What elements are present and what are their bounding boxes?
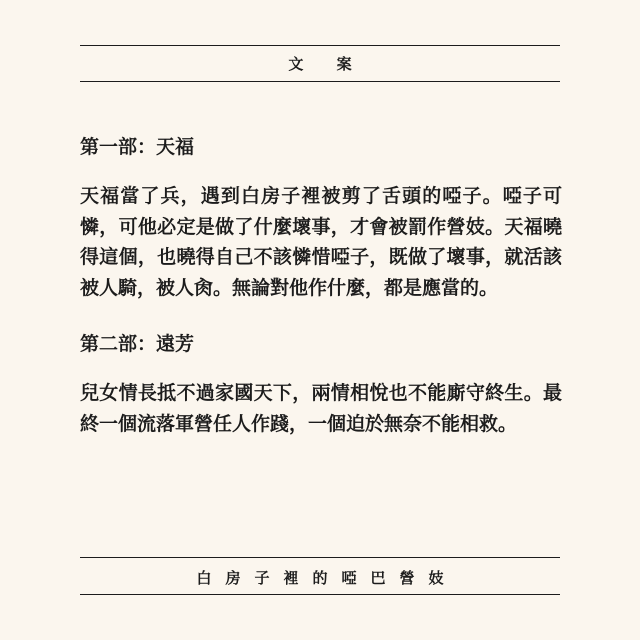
- header-top-rule: [80, 45, 560, 46]
- part1-paragraph: 天福當了兵，遇到白房子裡被剪了舌頭的啞子。啞子可憐，可他必定是做了什麼壞事，才會被罰作營妓。天福曉得這個，也曉得自己不該憐惜啞子，既做了壞事，就活該被人騎，被人肏。無論對他作什麼，都是應當的。: [80, 185, 562, 299]
- footer-top-rule: [80, 557, 560, 558]
- main-content: [80, 132, 562, 439]
- header-title: 文 案: [288, 55, 366, 73]
- part2-paragraph: 兒女情長抵不過家國天下，兩情相悅也不能廝守終生。最終一個流落軍營任人作踐，一個迫於無奈不能相救。: [80, 382, 562, 435]
- footer-title: 白房子裡的啞巴營妓: [196, 569, 458, 587]
- footer-bottom-rule: [80, 594, 560, 595]
- part2-heading: 第二部：遠芳: [80, 333, 195, 355]
- header-bottom-rule: [80, 81, 560, 82]
- part1-heading: 第一部：天福: [80, 136, 195, 158]
